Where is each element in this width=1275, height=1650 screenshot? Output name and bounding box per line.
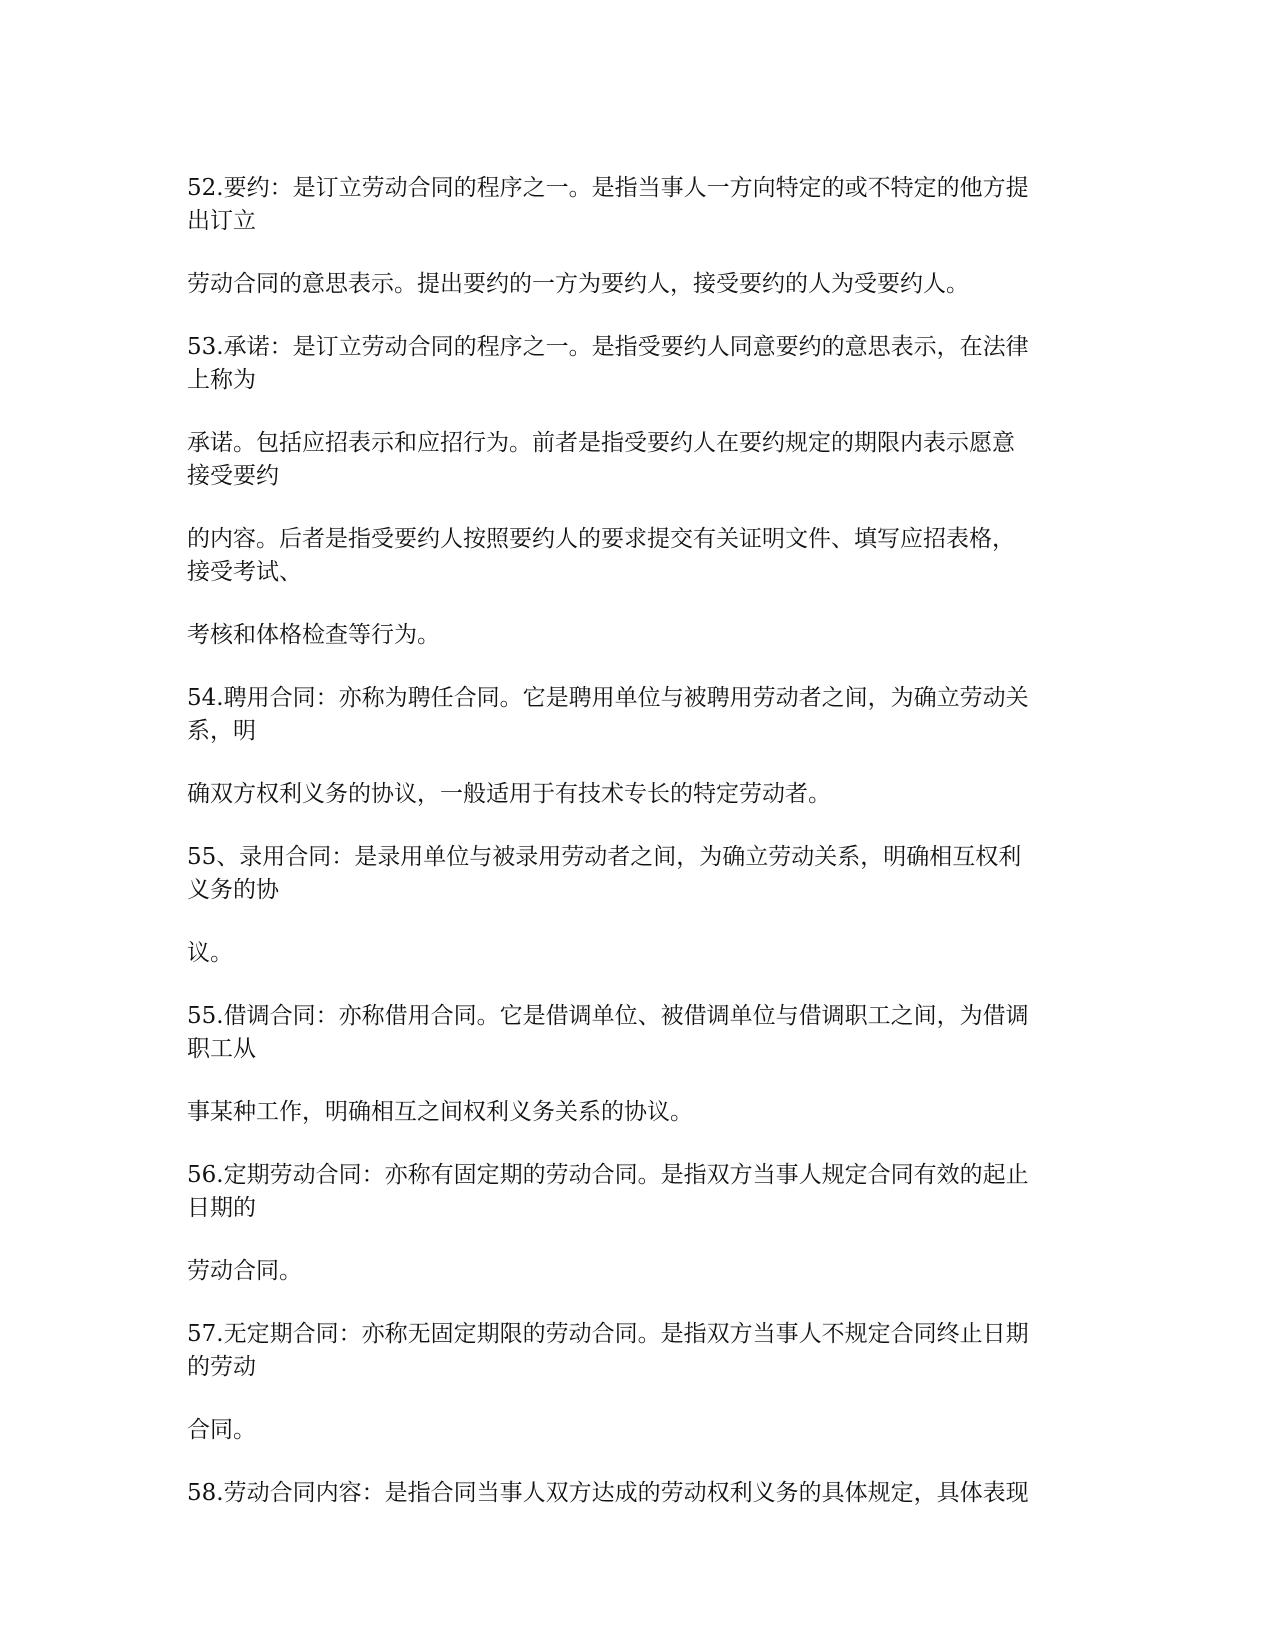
paragraph-54-b: 确双方权利义务的协议，一般适用于有技术专长的特定劳动者。 [187, 781, 831, 807]
paragraph-57-b: 合同。 [187, 1417, 256, 1443]
paragraph-55-luyong-a: 55、录用合同：是录用单位与被录用劳动者之间，为确立劳动关系，明确相互权利 义务的协 [187, 844, 1022, 903]
paragraph-52-a: 52.要约：是订立劳动合同的程序之一。是指当事人一方向特定的或不特定的他方提 出订立 [187, 175, 1029, 234]
paragraph-53-c: 的内容。后者是指受要约人按照要约人的要求提交有关证明文件、填写应招表格， 接受考试、 [187, 526, 1015, 585]
paragraph-55-luyong-b: 议。 [187, 940, 233, 966]
paragraph-53-d: 考核和体格检查等行为。 [187, 622, 440, 648]
paragraph-57-a: 57.无定期合同：亦称无固定期限的劳动合同。是指双方当事人不规定合同终止日期 的劳动 [187, 1321, 1029, 1380]
paragraph-53-b: 承诺。包括应招表示和应招行为。前者是指受要约人在要约规定的期限内表示愿意 接受要约 [187, 430, 1015, 489]
paragraph-56-b: 劳动合同。 [187, 1258, 302, 1284]
paragraph-56-a: 56.定期劳动合同：亦称有固定期的劳动合同。是指双方当事人规定合同有效的起止 日期的 [187, 1162, 1029, 1221]
paragraph-53-a: 53.承诺：是订立劳动合同的程序之一。是指受要约人同意要约的意思表示，在法律 上称为 [187, 334, 1029, 393]
paragraph-52-b: 劳动合同的意思表示。提出要约的一方为要约人，接受要约的人为受要约人。 [187, 271, 969, 297]
paragraph-55-jiediao-b: 事某种工作，明确相互之间权利义务关系的协议。 [187, 1099, 693, 1125]
paragraph-58-a: 58.劳动合同内容：是指合同当事人双方达成的劳动权利义务的具体规定，具体表现 [187, 1480, 1029, 1506]
paragraph-54-a: 54.聘用合同：亦称为聘任合同。它是聘用单位与被聘用劳动者之间，为确立劳动关 系，明 [187, 685, 1029, 744]
document-page [187, 172, 1087, 1540]
paragraph-55-jiediao-a: 55.借调合同：亦称借用合同。它是借调单位、被借调单位与借调职工之间，为借调 职工从 [187, 1003, 1029, 1062]
